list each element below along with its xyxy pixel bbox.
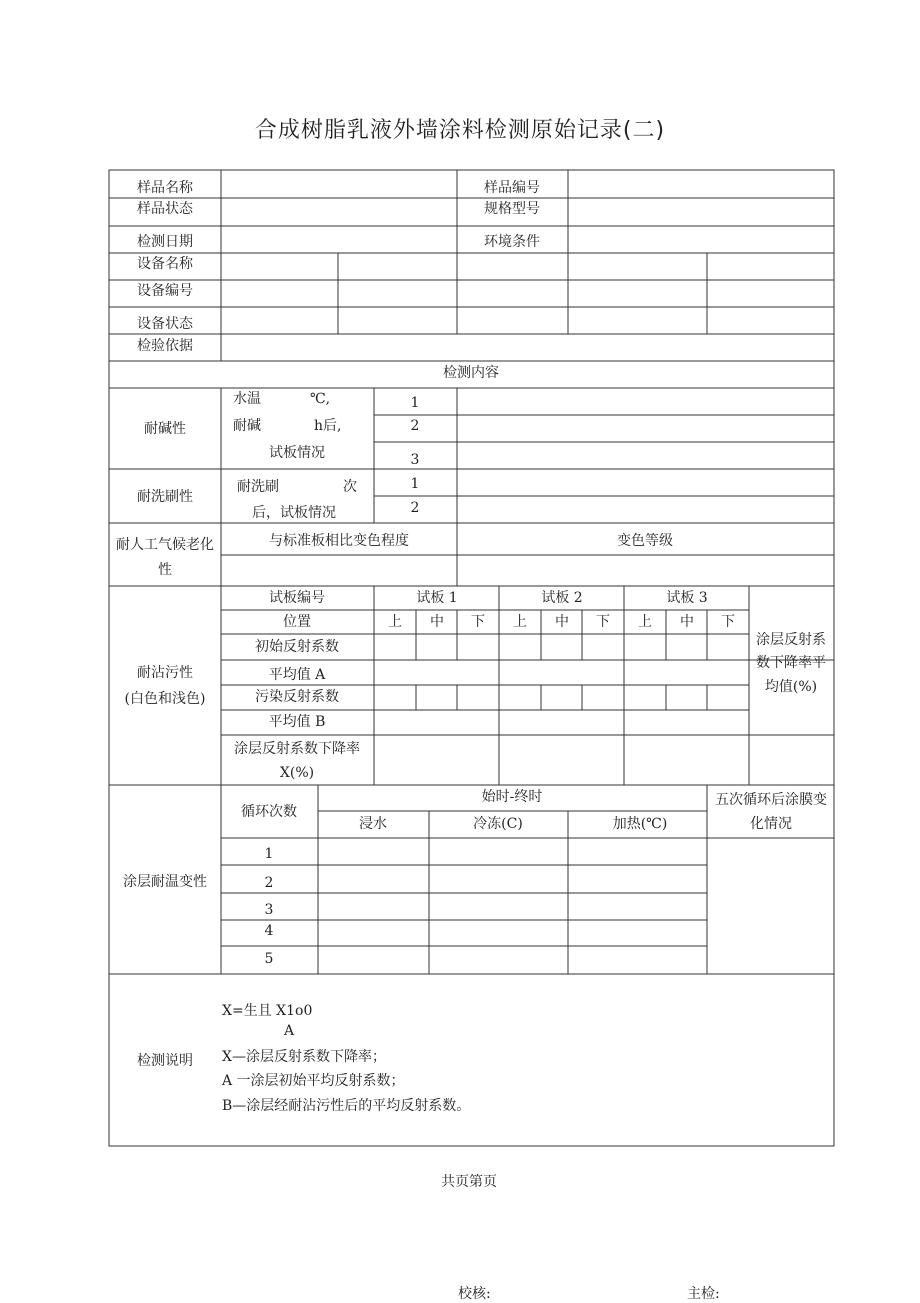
temp-label: 涂层耐温变性 bbox=[123, 874, 207, 890]
wash-l2: 后，试板情况 bbox=[252, 505, 336, 521]
hours-unit: h后, bbox=[314, 418, 342, 434]
sample-name-label: 样品名称 bbox=[137, 180, 193, 196]
initial-reflect-label: 初始反射系数 bbox=[255, 639, 339, 655]
notes-label: 检测说明 bbox=[137, 1053, 193, 1069]
wash-row-2: 2 bbox=[410, 500, 420, 516]
page-count: 共页第页 bbox=[441, 1174, 497, 1190]
env-cond-label: 环境条件 bbox=[484, 234, 540, 250]
equip-no-label: 设备编号 bbox=[137, 283, 193, 299]
position-label: 位置 bbox=[283, 614, 311, 630]
weather-col-1: 与标准板相比变色程度 bbox=[269, 533, 409, 549]
alkali-row-3: 3 bbox=[410, 452, 420, 468]
sample-no-label: 样品编号 bbox=[484, 180, 540, 196]
note-line-3: B—涂层经耐沾污性后的平均反射系数。 bbox=[222, 1098, 471, 1114]
cycle-row-5: 5 bbox=[264, 951, 274, 967]
wash-label: 耐洗刷性 bbox=[137, 489, 193, 505]
alkali-time-label: 耐碱 bbox=[233, 418, 261, 434]
heat-label: 加热(℃) bbox=[612, 816, 668, 832]
note-line-2: A 一涂层初始平均反射系数； bbox=[222, 1073, 405, 1089]
avg-a-label: 平均值 A bbox=[268, 667, 326, 683]
avg-b-label: 平均值 B bbox=[268, 714, 326, 730]
stain-label-1: 耐沾污性 bbox=[137, 665, 193, 681]
alkali-panel-label: 试板情况 bbox=[269, 445, 325, 461]
panel-no-label: 试板编号 bbox=[269, 590, 325, 606]
avg-decline-1: 涂层反射系 bbox=[756, 632, 826, 648]
cycle-row-3: 3 bbox=[264, 902, 274, 918]
pos-1: 上 bbox=[388, 614, 402, 630]
inspector-label: 主检: bbox=[687, 1286, 720, 1302]
page-title: 合成树脂乳液外墙涂料检测原始记录(二) bbox=[254, 118, 666, 143]
content-header: 检测内容 bbox=[443, 365, 499, 381]
pos-8: 中 bbox=[680, 614, 694, 630]
equip-name-label: 设备名称 bbox=[137, 256, 193, 272]
deg-unit: ℃, bbox=[310, 391, 331, 407]
equip-state-label: 设备状态 bbox=[137, 316, 193, 332]
pos-2: 中 bbox=[430, 614, 444, 630]
decline-label-1: 涂层反射系数下降率 bbox=[234, 741, 360, 757]
review-label: 校核: bbox=[458, 1286, 491, 1302]
weather-label-2: 性 bbox=[158, 562, 172, 578]
pos-6: 下 bbox=[596, 614, 610, 630]
start-end-label: 始时-终时 bbox=[481, 789, 543, 805]
formula: X=生且 X1o0 bbox=[222, 1003, 313, 1019]
pos-7: 上 bbox=[638, 614, 652, 630]
weather-label-1: 耐人工气候老化 bbox=[116, 537, 214, 553]
polluted-reflect-label: 污染反射系数 bbox=[255, 689, 339, 705]
freeze-label: 冷冻(C) bbox=[473, 816, 523, 832]
panel-2-header: 试板 2 bbox=[541, 590, 583, 606]
pos-5: 中 bbox=[555, 614, 569, 630]
alkali-row-1: 1 bbox=[410, 395, 420, 411]
panel-1-header: 试板 1 bbox=[416, 590, 458, 606]
after-cycles-2: 化情况 bbox=[750, 816, 792, 832]
formula-denominator: A bbox=[284, 1023, 295, 1039]
avg-decline-2: 数下降率平 bbox=[756, 655, 826, 671]
cycle-row-4: 4 bbox=[264, 923, 274, 939]
panel-3-header: 试板 3 bbox=[666, 590, 708, 606]
test-date-label: 检测日期 bbox=[137, 234, 193, 250]
alkali-row-2: 2 bbox=[410, 418, 420, 434]
spec-model-label: 规格型号 bbox=[484, 201, 540, 217]
weather-col-2: 变色等级 bbox=[617, 533, 673, 549]
avg-decline-3: 均值(%) bbox=[764, 679, 818, 695]
wash-row-1: 1 bbox=[410, 476, 420, 492]
note-line-1: X—涂层反射系数下降率； bbox=[222, 1049, 386, 1065]
cycle-row-1: 1 bbox=[264, 846, 274, 862]
wash-l1: 耐洗刷 bbox=[237, 479, 279, 495]
after-cycles-1: 五次循环后涂膜变 bbox=[715, 792, 827, 808]
basis-label: 检验依据 bbox=[137, 338, 193, 354]
cycles-label: 循环次数 bbox=[241, 804, 297, 820]
soak-label: 浸水 bbox=[359, 816, 387, 832]
alkali-label: 耐碱性 bbox=[144, 421, 186, 437]
decline-label-2: X(%) bbox=[279, 765, 315, 781]
pos-3: 下 bbox=[471, 614, 485, 630]
cycle-row-2: 2 bbox=[264, 875, 274, 891]
stain-label-2: (白色和浅色) bbox=[124, 691, 206, 707]
pos-9: 下 bbox=[721, 614, 735, 630]
sample-state-label: 样品状态 bbox=[137, 201, 193, 217]
pos-4: 上 bbox=[513, 614, 527, 630]
wash-times: 次 bbox=[343, 479, 357, 495]
water-temp-label: 水温 bbox=[233, 391, 261, 407]
